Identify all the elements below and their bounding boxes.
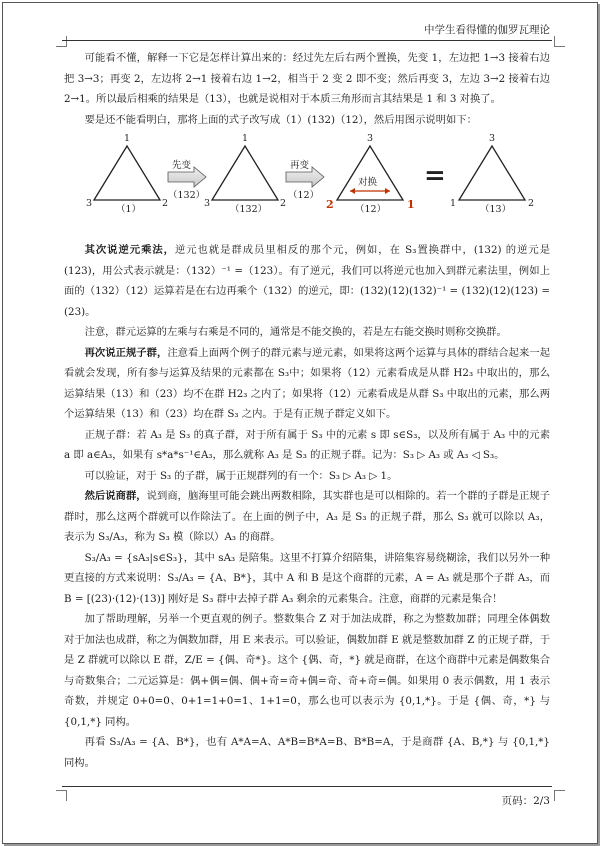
triangle-shape xyxy=(459,146,525,200)
arrow-label-bottom: （12） xyxy=(288,190,320,201)
paragraph-definition: 正规子群：若 A₃ 是 S₃ 的真子群，对于所有属于 S₃ 中的元素 s 即 s∈S₃，以及所有属于 A₃ 中的元素 a 即 a∈A₃，如果有 s*a*s⁻¹∈A₃，那么就称 A₃ 是 S₃ 的正规子群。记为：S₃ ▷ A₃ 或 A₃ ◁ S₃。 xyxy=(64,428,550,461)
paragraph-verify: 可以验证，对于 S₃ 的子群，属于正规群列的有一个：S₃ ▷ A₃ ▷ 1。 xyxy=(84,469,398,482)
paragraph-conclusion: 再看 S₃/A₃ = {A、B*}，也有 A*A=A、A*B=B*A=B、B*B=A，于是商群 {A、B,*} 与 {0,1,*} 同构。 xyxy=(64,736,550,769)
triangle-132 xyxy=(204,133,286,215)
vertex-label: 2 xyxy=(528,198,535,209)
running-header: 中学生看得懂的伽罗瓦理论 xyxy=(424,24,550,36)
triangle-caption: （132） xyxy=(230,204,268,215)
section-lead: 其次说逆元乘法， xyxy=(84,244,175,256)
figure-svg xyxy=(64,130,550,240)
arrow-first-transform xyxy=(168,159,206,201)
footer-rule xyxy=(62,786,552,787)
section-lead: 再次说正规子群， xyxy=(84,346,168,359)
section-lead: 然后说商群， xyxy=(84,490,147,502)
triangle-12-swap xyxy=(326,133,415,215)
paragraph-example: 加了帮助理解，另举一个更直观的例子。整数集合 Z 对于加法成群，称之为整数加群；同理全体偶数对于加法也成群，称之为偶数加群，用 E 来表示。可以验证，偶数加群 E 就是整数加群 Z 的正规子群，于是 Z 群就可以除以 E 群，Z/E = {偶、奇*}。这个 {偶、奇，*} 就是商群，在这个商群中元素是偶数集合与奇数集合；二元运算是：偶+偶=偶、偶+奇=奇+偶=奇、奇+奇=偶。如果用 0 表示偶数，用 1 表示奇数，并规定 0+0=0、0+1=1+0=1、1+1=0，那么也可以表示为 {0,1,*}。于是 {偶、奇，*} 与 {0,1,*} 同构。 xyxy=(64,613,550,728)
page-number: 页码：2/3 xyxy=(501,795,550,807)
vertex-label: 2 xyxy=(162,198,169,209)
arrow-label-top: 再变 xyxy=(290,160,310,171)
crop-mark-bottom-right xyxy=(554,790,565,801)
vertex-label: 1 xyxy=(242,133,249,144)
triangle-caption: （1） xyxy=(116,204,142,215)
vertex-label: 3 xyxy=(367,133,374,144)
vertex-label-swapped: 2 xyxy=(326,198,334,211)
triangle-caption: （12） xyxy=(355,204,387,215)
paragraph-inverse xyxy=(64,240,550,322)
vertex-label: 2 xyxy=(280,198,287,209)
triangle-caption: （13） xyxy=(480,204,512,215)
paragraph-2: 要是还不能看明白，那将上面的式子改写成（1）(132)（12），然后用图示说明如下： xyxy=(84,113,477,126)
paragraph-text: 逆元也就是群成员里相反的那个元，例如，在 S₃置换群中，(132) 的逆元是 (123)，用公式表示就是：（132）⁻¹ =（123）。有了逆元，我们可以将逆元也加入到群元素法里，例如上面的（132）（12）运算若是在右边再乘个（132）的逆元，即：(132)(12)(132)⁻¹ = (132)(12)(123) = (23)。 xyxy=(64,244,550,318)
vertex-label-swapped: 1 xyxy=(407,198,415,211)
vertex-label: 3 xyxy=(204,198,211,209)
crop-mark-bottom-left xyxy=(56,790,67,801)
vertex-label: 1 xyxy=(450,198,457,209)
triangle-shape xyxy=(94,146,160,200)
document-body xyxy=(64,48,550,773)
header-rule xyxy=(62,40,552,41)
crop-mark-top-left xyxy=(56,36,67,47)
paragraph-coset: S₃/A₃ = {sA₃|s∈S₃}，其中 sA₃ 是陪集。这里不打算介绍陪集，讲陪集容易绕糊涂，我们以另外一种更直接的方式来说明：S₃/A₃ = {A、B*}，其中 A 和 B 是这个商群的元素，A = A₃ 就是那个子群 A₃，而 B = [(23)·(12)·(13)] 刚好是 S₃ 群中去掉子群 A₃ 剩余的元素集合。注意，商群的元素是集合！ xyxy=(64,551,550,605)
paragraph-1: 可能看不懂，解释一下它是怎样计算出来的：经过先左后右两个置换，先变 1，左边把 1→3 接着右边把 3→3；再变 2，左边将 2→1 接着右边 1→2，相当于 2 变 2 即不变；然后再变 3，左边 3→2 接着右边 2→1。所以最后相乘的结果是（13），也就是说相对于本质三角形而言其结果是 1 和 3 对换了。 xyxy=(64,52,550,105)
permutation-figure xyxy=(64,130,550,240)
triangle-identity xyxy=(86,133,168,215)
vertex-label: 1 xyxy=(124,133,131,144)
equals-sign: = xyxy=(424,161,446,191)
triangle-shape xyxy=(212,146,278,200)
paragraph-note: 注意，群元运算的左乘与右乘是不同的，通常是不能交换的，若是左右能交换时则称交换群。 xyxy=(84,326,507,338)
arrow-label-bottom: （132） xyxy=(168,190,206,201)
arrow-label-top: 先变 xyxy=(172,160,192,171)
swap-caption: 对换 xyxy=(358,177,378,188)
crop-mark-top-right xyxy=(554,36,565,47)
paragraph-text: 说到商，脑海里可能会跳出两数相除，其实群也是可以相除的。若一个群的子群是正规子群时，那么这两个群就可以作除法了。在上面的例子中，A₃ 是 S₃ 的正规子群，那么 S₃ 就可以除以 A₃，表示为 S₃/A₃，称为 S₃ 模（除以）A₃ 的商群。 xyxy=(64,490,551,543)
triangle-13 xyxy=(450,133,534,215)
arrow-second-transform xyxy=(286,159,324,201)
paragraph-normal-subgroup xyxy=(64,343,550,425)
triangle-shape xyxy=(337,146,403,200)
paragraph-text: 注意看上面两个例子的群元素与逆元素，如果将这两个运算与具体的群结合起来一起看就会发现，所有参与运算及结果的元素都在 S₃中；如果将（12）元素看成是从群 H2₃ 中取出的，那么运算结果（13）和（23）均不在群 H2₃ 之内了；如果将（12）元素看成是从群 S₃ 中取出的元素，那么两个运算结果（13）和（23）均在群 S₃ 之内。于是有正规子群定义如下。 xyxy=(64,346,551,420)
paragraph-quotient xyxy=(64,486,550,548)
vertex-label: 3 xyxy=(489,133,496,144)
vertex-label: 3 xyxy=(86,198,93,209)
